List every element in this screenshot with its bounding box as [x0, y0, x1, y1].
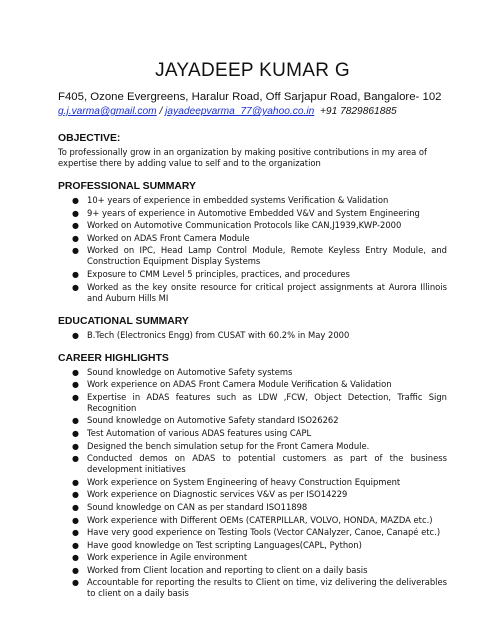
list-item-text: Worked on IPC, Head Lamp Control Module, Remote Keyless Entry Module, and Construction Equipment Display Systems — [87, 245, 447, 267]
bullet-icon: ● — [72, 515, 79, 525]
list-item-text: B.Tech (Electronics Engg) from CUSAT with 60.2% in May 2000 — [87, 329, 350, 340]
list-item-text: 9+ years of experience in Automotive Embedded V&V and System Engineering — [87, 207, 420, 218]
list-item — [58, 453, 447, 475]
list-item-text: Work experience on Diagnostic services V&V as per ISO14229 — [87, 489, 348, 500]
list-item-text: Test Automation of various ADAS features using CAPL — [87, 427, 312, 438]
career-highlights-list — [58, 367, 447, 600]
list-item — [58, 195, 447, 206]
list-item-text: Sound knowledge on CAN as per standard ISO11898 — [87, 501, 308, 512]
address: F405, Ozone Evergreens, Haralur Road, Off Sarjapur Road, Bangalore- 102 — [58, 91, 442, 103]
list-item-text: Worked from Client location and reporting to client on a daily basis — [87, 564, 368, 575]
list-item — [58, 527, 447, 538]
list-item-text: Accountable for reporting the results to Client on time, viz delivering the deliverables to client on a daily basis — [87, 577, 447, 599]
list-item-text: Work experience with Different OEMs (CATERPILLAR, VOLVO, HONDA, MAZDA etc.) — [87, 514, 433, 525]
list-item — [58, 330, 447, 341]
list-item — [58, 489, 447, 500]
candidate-name: JAYADEEP KUMAR G — [155, 60, 350, 81]
list-item — [58, 282, 447, 304]
list-item — [58, 415, 447, 426]
bullet-icon: ● — [72, 282, 79, 292]
list-item — [58, 392, 447, 414]
list-item — [58, 367, 447, 378]
bullet-icon: ● — [72, 490, 79, 500]
bullet-icon: ● — [72, 233, 79, 243]
bullet-icon: ● — [72, 269, 79, 279]
bullet-icon: ● — [72, 540, 79, 550]
email-link-secondary[interactable]: jayadeepvarma_77@yahoo.co.in — [165, 106, 315, 117]
list-item-text: 10+ years of experience in embedded systems Verification & Validation — [87, 195, 389, 205]
list-item-text: Have good knowledge on Test scripting Languages(CAPL, Python) — [87, 539, 362, 550]
list-item — [58, 269, 447, 280]
career-highlights-section — [58, 352, 447, 600]
list-item-text: Worked on Automotive Communication Protocols like CAN,J1939,KWP-2000 — [87, 220, 402, 231]
list-item — [58, 552, 447, 563]
list-item-text: Work experience on ADAS Front Camera Module Verification & Validation — [87, 379, 392, 390]
objective-text: To professionally grow in an organization by making positive contributions in my area of expertise there by adding value to self and to the organization — [58, 147, 427, 168]
bullet-icon: ● — [72, 528, 79, 538]
list-item-text: Expertise in ADAS features such as LDW ,FCW, Object Detection, Traffic Sign Recognition — [87, 391, 447, 413]
list-item — [58, 245, 447, 267]
list-item — [58, 565, 447, 576]
email-separator: / — [156, 106, 166, 117]
list-item — [58, 233, 447, 244]
email-link-primary[interactable]: g.j.varma@gmail.com — [58, 106, 157, 117]
professional-summary-list — [58, 195, 447, 304]
phone-number: +91 7829861885 — [319, 106, 397, 117]
bullet-icon: ● — [72, 477, 79, 487]
list-item-text: Have very good experience on Testing Tools (Vector CANalyzer, Canoe, Canapé etc.) — [87, 527, 441, 538]
list-item — [58, 208, 447, 219]
list-item-text: Work experience on System Engineering of heavy Construction Equipment — [87, 476, 401, 487]
bullet-icon: ● — [72, 441, 79, 451]
list-item — [58, 515, 447, 526]
educational-summary-section — [58, 315, 447, 341]
objective-section — [58, 132, 447, 169]
list-item-text: Sound knowledge on Automotive Safety systems — [87, 366, 293, 377]
list-item — [58, 540, 447, 551]
bullet-icon: ● — [72, 553, 79, 563]
list-item — [58, 477, 447, 488]
contact-line — [58, 105, 447, 118]
educational-summary-heading: EDUCATIONAL SUMMARY — [58, 315, 189, 327]
bullet-icon: ● — [72, 330, 79, 340]
list-item-text: Sound knowledge on Automotive Safety standard ISO26262 — [87, 415, 339, 426]
professional-summary-section — [58, 180, 447, 304]
professional-summary-heading: PROFESSIONAL SUMMARY — [58, 181, 196, 192]
bullet-icon: ● — [72, 246, 79, 256]
bullet-icon: ● — [72, 380, 79, 390]
list-item-text: Conducted demos on ADAS to potential customers as part of the business development initiatives — [87, 453, 447, 475]
bullet-icon: ● — [72, 196, 79, 205]
bullet-icon: ● — [72, 578, 79, 588]
objective-heading: OBJECTIVE: — [58, 133, 121, 144]
list-item — [58, 441, 447, 452]
list-item — [58, 577, 447, 599]
list-item-text: Designed the bench simulation setup for the Front Camera Module. — [87, 440, 370, 451]
bullet-icon: ● — [72, 502, 79, 512]
bullet-icon: ● — [72, 416, 79, 426]
career-highlights-heading: CAREER HIGHLIGHTS — [58, 352, 169, 364]
bullet-icon: ● — [72, 221, 79, 231]
list-item — [58, 379, 447, 390]
list-item-text: Worked on ADAS Front Camera Module — [87, 232, 250, 243]
list-item — [58, 428, 447, 439]
bullet-icon: ● — [72, 367, 79, 377]
bullet-icon: ● — [72, 454, 79, 464]
list-item-text: Worked as the key onsite resource for critical project assignments at Aurora Illinois and Auburn Hills MI — [87, 281, 447, 303]
bullet-icon: ● — [72, 208, 79, 218]
list-item-text: Exposure to CMM Level 5 principles, practices, and procedures — [87, 268, 350, 279]
list-item — [58, 220, 447, 231]
list-item — [58, 502, 447, 513]
bullet-icon: ● — [72, 392, 79, 402]
bullet-icon: ● — [72, 428, 79, 438]
list-item-text: Work experience in Agile environment — [87, 552, 248, 563]
educational-summary-list — [58, 330, 447, 341]
bullet-icon: ● — [72, 565, 79, 575]
